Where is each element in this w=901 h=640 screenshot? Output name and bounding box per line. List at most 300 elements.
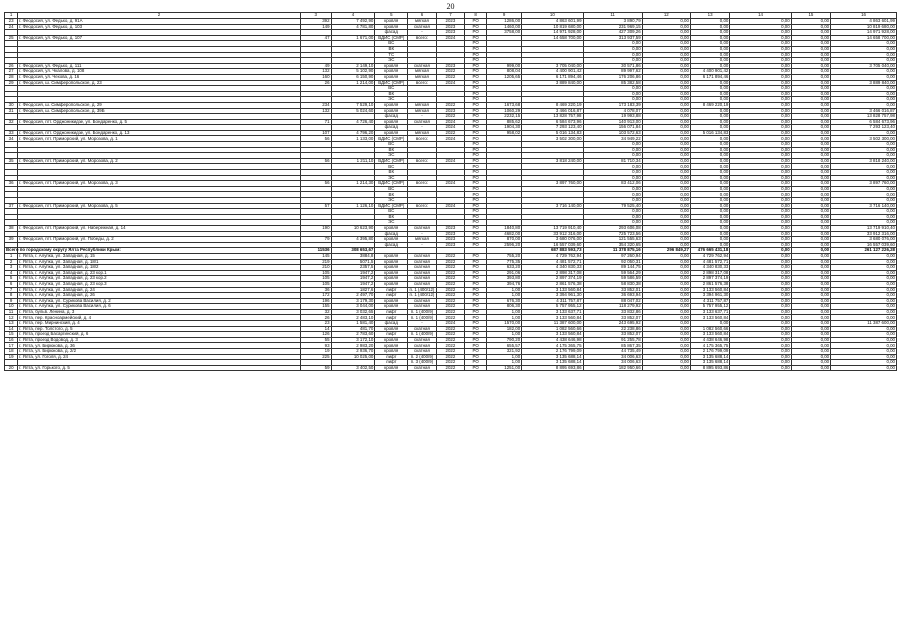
header-cell: 9 (487, 13, 522, 19)
table-cell: 0,00 (831, 281, 897, 287)
table-cell: 0,00 (642, 158, 690, 164)
table-cell: 25 (5, 35, 18, 41)
table-cell: 210 (300, 265, 331, 271)
table-cell: 0,00 (730, 35, 791, 41)
table-cell: 190 (300, 225, 331, 231)
table-cell: 0,00 (730, 214, 791, 220)
table-cell: 2357,5 (331, 265, 375, 271)
table-cell: 0,00 (831, 69, 897, 75)
table-cell: 1060,29 (487, 108, 522, 114)
table-cell: 4 729 762,94 (522, 253, 583, 259)
table-cell: 156 071,84 (583, 125, 642, 131)
table-cell: 2022 (436, 298, 464, 304)
header-cell: 5 (375, 13, 408, 19)
table-cell: 0,00 (730, 74, 791, 80)
table-cell: 0,00 (730, 360, 791, 366)
table-cell: кровля (375, 298, 408, 304)
table-cell: г. Феодосия, ш. Симферопольское, д. 39Б (18, 108, 301, 114)
table-cell: РО (465, 259, 487, 265)
table-cell: 0,00 (690, 237, 729, 243)
table-cell: 0,00 (831, 293, 897, 299)
table-cell: 0,00 (791, 164, 830, 170)
table-cell: 33 852,07 (583, 315, 642, 321)
table-cell: скатная (408, 365, 436, 371)
table-cell: 182,00 (487, 326, 522, 332)
table-cell: 3 502 300,00 (522, 136, 583, 142)
table-cell: п. 2 (400/9) (408, 354, 436, 360)
table-cell: 0,00 (642, 170, 690, 176)
table-cell: 0,00 (791, 270, 830, 276)
table-cell: 36 693,94 (583, 293, 642, 299)
table-cell: 0,00 (730, 119, 791, 125)
table-cell: 296 849,27 (642, 248, 690, 254)
table-cell: скатная (408, 349, 436, 355)
table-cell: 1 126,10 (331, 203, 375, 209)
table-cell: 11 378 875,16 (583, 248, 642, 254)
table-cell: 182 950,66 (583, 365, 642, 371)
table-cell: - (408, 125, 436, 131)
table-cell: 2 897 374,19 (522, 276, 583, 282)
table-cell: 6 (5, 281, 18, 287)
table-cell: 0,00 (730, 41, 791, 47)
table-cell: 0,00 (791, 315, 830, 321)
table-cell: 0,00 (831, 365, 897, 371)
table-cell: 0,00 (583, 170, 642, 176)
table-cell: 0,00 (690, 164, 729, 170)
table-cell: мягкая (408, 130, 436, 136)
table-cell: 0,00 (831, 175, 897, 181)
table-cell: РО (465, 114, 487, 120)
table-cell: 11 387 600,00 (831, 321, 897, 327)
table-cell: 0,00 (791, 365, 830, 371)
table-cell: 0,00 (730, 52, 791, 58)
table-cell: РО (465, 237, 487, 243)
table-cell: 59 586,59 (583, 276, 642, 282)
table-cell: ВС (375, 86, 408, 92)
table-cell: 2022 (436, 281, 464, 287)
table-cell: кровля (375, 326, 408, 332)
table-cell: 3 133 637,71 (522, 309, 583, 315)
table-cell: 0,00 (583, 97, 642, 103)
table-cell: 0,00 (583, 164, 642, 170)
table-cell: 2024 (436, 80, 464, 86)
table-cell: 0,00 (831, 298, 897, 304)
table-cell: ВДИС (СМР) (375, 136, 408, 142)
table-cell: г. Ялта, г. Алупка, ул. Сурикова Василия, д. 2 (18, 298, 301, 304)
table-cell: 2596,20 (487, 242, 522, 248)
table-cell: 3 135 688,14 (690, 360, 729, 366)
table-cell: кровля (375, 253, 408, 259)
table-cell: 2024 (436, 136, 464, 142)
table-cell: 0,00 (642, 354, 690, 360)
table-cell: 0,00 (642, 181, 690, 187)
table-cell: 0,00 (730, 69, 791, 75)
table-cell: 6 171 894,46 (690, 74, 729, 80)
table-cell: 0,00 (791, 354, 830, 360)
table-cell: 0,00 (791, 293, 830, 299)
table-cell: г. Ялта, г. Алупка, ул. Западная, д. 18/1 (18, 259, 301, 265)
table-cell: фасад (375, 125, 408, 131)
table-cell: 2022 (436, 74, 464, 80)
table-cell: РО (465, 19, 487, 25)
table-cell: 55 (300, 337, 331, 343)
table-cell: 0,00 (831, 349, 897, 355)
table-cell: лифт (375, 315, 408, 321)
table-cell: 0,00 (730, 186, 791, 192)
header-cell: 12 (642, 13, 690, 19)
table-cell: 0,00 (730, 80, 791, 86)
table-cell: - (408, 114, 436, 120)
table-cell: - (408, 321, 436, 327)
table-cell: 0,00 (583, 153, 642, 159)
table-cell: 0,00 (730, 192, 791, 198)
table-cell: 2 897 374,19 (690, 276, 729, 282)
table-cell: ВС (375, 41, 408, 47)
table-cell: 16 557 039,60 (522, 242, 583, 248)
table-cell: 3 (5, 265, 18, 271)
table-cell: 0,00 (642, 192, 690, 198)
table-cell: 0,00 (831, 86, 897, 92)
table-cell: г. Ялта, ул. Горького, д. 5 (18, 365, 301, 371)
table-cell: 0,00 (831, 304, 897, 310)
table-cell: 0,00 (730, 287, 791, 293)
table-cell: 1 (5, 253, 18, 259)
table-cell: РО (465, 321, 487, 327)
table-cell: 231 969,15 (583, 24, 642, 30)
table-cell: 3 818 240,00 (831, 158, 897, 164)
table-cell: 0,00 (730, 354, 791, 360)
table-cell: РО (465, 360, 487, 366)
table-cell: всего: (408, 203, 436, 209)
table-cell: 49 (300, 63, 331, 69)
header-cell: 2 (18, 13, 301, 19)
table-cell: г. Ялта, ул. Гоголя, д. 24 (18, 354, 301, 360)
table-cell: г. Ялта, пер. Мирнинский, д. 4 (18, 321, 301, 327)
table-cell: 0,00 (642, 265, 690, 271)
table-cell: 291,06 (487, 270, 522, 276)
table-cell: 0,00 (831, 354, 897, 360)
table-cell: г. Феодосия, ул. Федько, д. 111 (18, 63, 301, 69)
table-cell: 0,00 (831, 186, 897, 192)
table-cell: 0,00 (730, 198, 791, 204)
table-cell: РО (465, 74, 487, 80)
table-cell: 0,00 (791, 170, 830, 176)
table-cell: РО (465, 326, 487, 332)
table-cell: 105 (300, 276, 331, 282)
table-cell: 79 (300, 237, 331, 243)
table-cell: 149 (300, 24, 331, 30)
table-cell: г. Феодосия, ул. Федько, д. 91А (18, 19, 301, 25)
table-cell: 1 211,10 (331, 158, 375, 164)
table-cell: 5 016 134,83 (522, 130, 583, 136)
table-cell: скатная (408, 298, 436, 304)
table-cell: 0,00 (642, 35, 690, 41)
header-cell: 8 (465, 13, 487, 19)
table-cell: 0,00 (791, 35, 830, 41)
table-cell: РО (465, 97, 487, 103)
table-cell: 81 710,34 (583, 158, 642, 164)
table-cell: кровля (375, 225, 408, 231)
table-cell: г. Ялта, проезд Водовод, д. 3 (18, 337, 301, 343)
table-cell: скатная (408, 225, 436, 231)
table-cell: 103 572,63 (583, 130, 642, 136)
table-cell: 3 179,30 (331, 298, 375, 304)
table-cell: 0,00 (583, 209, 642, 215)
table-cell: 1460,00 (487, 24, 522, 30)
table-cell: кровля (375, 349, 408, 355)
table-cell: 0,00 (642, 108, 690, 114)
table-cell: г. Феодосия, ул. Чкалова, д. 108 (18, 69, 301, 75)
table-cell: 8 895 693,86 (522, 365, 583, 371)
table-cell: 2 176 799,09 (690, 349, 729, 355)
table-cell: 0,00 (730, 237, 791, 243)
table-cell: 0,00 (791, 147, 830, 153)
table-cell: 2024 (436, 158, 464, 164)
table-cell: ВС (375, 164, 408, 170)
table-cell: 2 176 799,09 (522, 349, 583, 355)
table-cell: 1286,00 (487, 19, 522, 25)
table-cell: фасад (375, 321, 408, 327)
table-cell: 13 828 757,98 (522, 114, 583, 120)
table-cell: 0,00 (730, 130, 791, 136)
table-cell: 0,00 (730, 158, 791, 164)
table-cell: 0,00 (791, 175, 830, 181)
table-cell: 34 006,63 (583, 354, 642, 360)
table-cell: 34 006,63 (583, 360, 642, 366)
table-cell: 0,00 (730, 108, 791, 114)
table-cell: 33 (5, 130, 18, 136)
table-cell: 15 (5, 332, 18, 338)
table-cell: 8 469 220,19 (522, 102, 583, 108)
table-cell: г. Феодосия, пгт. Приморский, ул. Морозова, д. 1 (18, 136, 301, 142)
table-cell: 3884,8 (331, 253, 375, 259)
table-cell: мягкая (408, 108, 436, 114)
table-cell: всего: (408, 181, 436, 187)
table-cell: 145 (300, 253, 331, 259)
table-cell: 0,00 (791, 97, 830, 103)
table-cell: 0,00 (690, 63, 729, 69)
table-cell: ВК (375, 170, 408, 176)
table-cell: 0,00 (690, 142, 729, 148)
table-cell: ЭС (375, 198, 408, 204)
table-cell: кровля (375, 74, 408, 80)
table-cell: 8 895 693,86 (690, 365, 729, 371)
table-cell: 0,00 (791, 343, 830, 349)
table-cell: 0,00 (831, 147, 897, 153)
table-cell: 3 135 688,14 (522, 360, 583, 366)
table-cell: РО (465, 153, 487, 159)
table-cell: 0,00 (831, 214, 897, 220)
table-cell: РО (465, 214, 487, 220)
table-cell: 36 (5, 181, 18, 187)
table-cell: 0,00 (690, 147, 729, 153)
table-cell: 3 680 076,00 (831, 237, 897, 243)
table-cell: 3 705 040,00 (522, 63, 583, 69)
table-cell: 0,00 (642, 114, 690, 120)
table-cell: 0,00 (690, 192, 729, 198)
table-cell: 0,00 (642, 102, 690, 108)
table-cell: 17 (5, 343, 18, 349)
table-cell: 0,00 (831, 332, 897, 338)
table-cell: 3 502 300,00 (831, 136, 897, 142)
table-cell: 3 818 240,00 (522, 158, 583, 164)
table-cell: 10 819 680,00 (831, 24, 897, 30)
table-cell: 0,00 (791, 298, 830, 304)
table-cell: 427 309,26 (583, 30, 642, 36)
table-cell: 58 830,38 (583, 281, 642, 287)
table-cell: 29 (5, 80, 18, 86)
table-cell: 3 897 760,00 (831, 181, 897, 187)
table-cell: РО (465, 41, 487, 47)
table-cell: 33 832,86 (583, 309, 642, 315)
table-cell: г. Феодосия, пгт. Приморский, ул. Набережная, д. 14 (18, 225, 301, 231)
header-cell: 4 (331, 13, 375, 19)
table-cell: 0,00 (690, 91, 729, 97)
table-cell: 4 726,40 (331, 119, 375, 125)
table-cell: 2022 (436, 349, 464, 355)
table-cell: ЭС (375, 153, 408, 159)
table-cell: скатная (408, 304, 436, 310)
table-cell: 2 936,70 (331, 349, 375, 355)
table-cell: 26 (5, 63, 18, 69)
table-cell: скатная (408, 337, 436, 343)
table-cell: 14 971 928,00 (831, 30, 897, 36)
table-cell: 88 047,02 (583, 298, 642, 304)
table-cell: 0,00 (730, 259, 791, 265)
table-cell: ВДИС (СМР) (375, 181, 408, 187)
table-cell: 13 719 910,40 (831, 225, 897, 231)
table-cell: фасад (375, 231, 408, 237)
table-cell: 7 293 123,40 (522, 125, 583, 131)
table-cell: - (408, 231, 436, 237)
table-cell: 1251,00 (487, 365, 522, 371)
table-cell: 0,00 (791, 237, 830, 243)
table-cell: 2023 (436, 237, 464, 243)
table-cell: 0,00 (730, 142, 791, 148)
table-cell: 3 133 560,84 (522, 315, 583, 321)
table-cell: 24 (5, 24, 18, 30)
table-cell: 10 (5, 304, 18, 310)
table-cell: 0,00 (690, 119, 729, 125)
table-cell: 0,00 (831, 337, 897, 343)
table-cell: РО (465, 170, 487, 176)
table-cell: 0,00 (730, 181, 791, 187)
table-cell: 0,00 (730, 58, 791, 64)
table-cell: 2023 (436, 30, 464, 36)
table-cell: 0,00 (583, 186, 642, 192)
table-cell: 140 913,00 (583, 119, 642, 125)
table-cell: 2022 (436, 102, 464, 108)
table-cell: всего: (408, 35, 436, 41)
table-cell: 0,00 (642, 332, 690, 338)
table-cell: 0,00 (831, 343, 897, 349)
table-cell: 0,00 (642, 270, 690, 276)
table-cell: РО (465, 86, 487, 92)
table-cell: 0,00 (642, 153, 690, 159)
table-cell: скатная (408, 119, 436, 125)
table-cell: 0,00 (642, 46, 690, 52)
table-cell: 0,00 (690, 35, 729, 41)
table-cell: 0,00 (730, 102, 791, 108)
table-cell: РО (465, 125, 487, 131)
table-cell: 4 175 365,75 (690, 343, 729, 349)
table-cell: 0,00 (642, 130, 690, 136)
table-cell: 0,00 (730, 86, 791, 92)
table-cell: 3 032,65 (331, 309, 375, 315)
table-cell: 0,00 (831, 198, 897, 204)
table-cell: п. 1 (400/9) (408, 315, 436, 321)
table-cell: 313 937,59 (583, 35, 642, 41)
table-cell: 4 078,07 (583, 108, 642, 114)
table-cell: 19 (300, 349, 331, 355)
table-cell: 1673,68 (487, 102, 522, 108)
table-cell: РО (465, 164, 487, 170)
table-cell: 20 (5, 365, 18, 371)
table-cell: 3 716 140,00 (831, 203, 897, 209)
table-cell: лифт (375, 332, 408, 338)
table-cell: г. Феодосия, ш. Симферопольское, д. 23 (18, 80, 301, 86)
table-cell: 755,20 (487, 253, 522, 259)
table-cell: кровля (375, 281, 408, 287)
table-cell: 3 133 560,84 (522, 332, 583, 338)
table-cell: 22 238,86 (583, 326, 642, 332)
table-cell: скатная (408, 253, 436, 259)
table-cell: 0,00 (690, 52, 729, 58)
table-cell: 155 (300, 304, 331, 310)
table-cell: 0,00 (730, 97, 791, 103)
table-cell: 0,00 (642, 24, 690, 30)
table-cell: 0,00 (690, 58, 729, 64)
header-cell: 16 (831, 13, 897, 19)
table-cell: г. Феодосия, пгт. Орджоникидзе, ул. Бондаренко, д. 13 (18, 130, 301, 136)
table-cell: ЭС (375, 97, 408, 103)
table-cell: 0,00 (642, 91, 690, 97)
table-cell: 885,62 (487, 119, 522, 125)
table-cell: 0,00 (730, 304, 791, 310)
table-cell: 0,00 (831, 220, 897, 226)
table-cell: 0,00 (583, 52, 642, 58)
table-cell: 1 214,00 (331, 80, 375, 86)
header-cell: 7 (436, 13, 464, 19)
table-cell: 1,00 (487, 309, 522, 315)
table-cell: 92 050,31 (583, 259, 642, 265)
table-cell: 0,00 (791, 125, 830, 131)
table-cell: скатная (408, 265, 436, 271)
header-cell: 6 (408, 13, 436, 19)
table-cell: п. 1 (400/12) (409, 286, 435, 292)
table-cell: ЭС (375, 58, 408, 64)
table-cell: 0,00 (791, 69, 830, 75)
table-cell: г. Ялта, г. Алупка, ул. Западная, д. 23 кор.2 (18, 276, 301, 282)
table-cell: г. Феодосия, пгт. Орджоникидзе, ул. Бондаренко, д. 5 (18, 119, 301, 125)
table-cell: 0,00 (642, 175, 690, 181)
table-cell: 0,00 (642, 225, 690, 231)
table-cell: 2024 (436, 119, 464, 125)
table-cell: 0,00 (642, 337, 690, 343)
table-cell: 0,00 (642, 220, 690, 226)
table-cell: 0,00 (730, 298, 791, 304)
table-cell: 0,00 (730, 170, 791, 176)
table-cell: 0,00 (642, 125, 690, 131)
table-cell: кровля (375, 69, 408, 75)
table-cell: РО (465, 276, 487, 282)
table-cell: 0,00 (791, 309, 830, 315)
table-cell: РО (465, 209, 487, 215)
table-cell: 3 394 961,30 (522, 293, 583, 299)
table-cell: 0,00 (791, 281, 830, 287)
table-cell: РО (465, 298, 487, 304)
table-cell: 39 (5, 237, 18, 243)
